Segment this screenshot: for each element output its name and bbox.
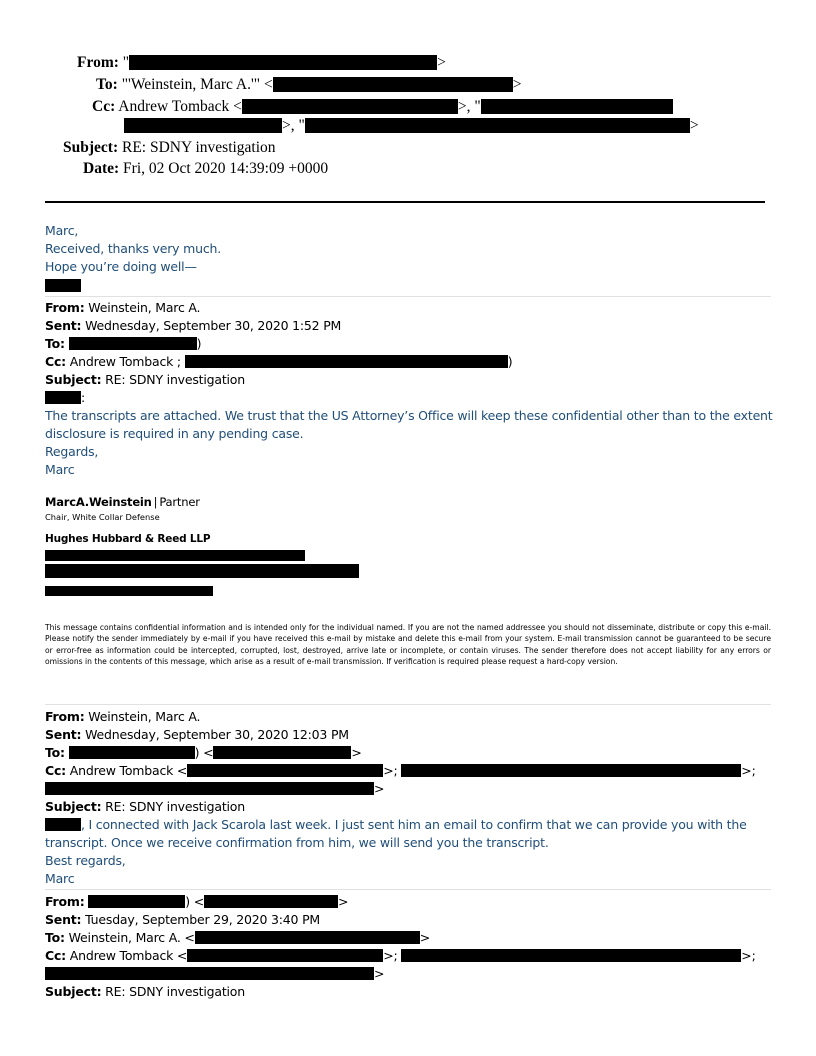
msg2-cc-row-2 xyxy=(45,781,384,796)
msg2-to-label: To: xyxy=(45,745,65,760)
redaction xyxy=(481,99,673,114)
header-cc-line2-close: > xyxy=(689,117,699,134)
msg3-subject-value: RE: SDNY investigation xyxy=(101,984,245,999)
msg1-body-line-1: The transcripts are attached. We trust that the US Attorney’s Office will keep these confidential other than to the extent xyxy=(45,408,773,423)
redaction xyxy=(195,931,420,944)
header-date-value: Fri, 02 Oct 2020 14:39:09 +0000 xyxy=(123,160,329,177)
msg3-to-row xyxy=(45,930,430,945)
header-date-label: Date: xyxy=(83,160,120,177)
redaction xyxy=(88,895,185,908)
header-date-row xyxy=(83,160,328,178)
redaction xyxy=(213,746,351,759)
msg2-sent-row xyxy=(45,727,349,742)
header-from-label: From: xyxy=(77,54,119,71)
redaction xyxy=(273,77,513,92)
msg3-cc-mid: >; xyxy=(383,948,398,963)
msg2-to-mid: ) < xyxy=(194,745,214,760)
msg3-cc-row xyxy=(45,948,756,963)
signature-separator: | xyxy=(153,495,158,509)
redaction xyxy=(45,564,359,578)
msg2-signoff: Marc xyxy=(45,871,75,886)
header-cc-line2-mid: >, " xyxy=(282,117,305,134)
redaction xyxy=(45,391,81,404)
header-from-row xyxy=(77,54,446,72)
msg2-body-text-1: , I connected with Jack Scarola last week. I just sent him an email to confirm that we can provide you with the xyxy=(81,817,747,832)
divider xyxy=(45,704,771,705)
msg1-sent-value: Wednesday, September 30, 2020 1:52 PM xyxy=(81,318,342,333)
redaction xyxy=(185,355,508,368)
msg1-from-row xyxy=(45,300,200,315)
msg3-from-row xyxy=(45,894,348,909)
redaction xyxy=(45,818,81,831)
redaction xyxy=(401,949,741,962)
redaction xyxy=(45,586,213,596)
msg3-cc-line2-close: > xyxy=(374,966,385,981)
msg1-subject-row xyxy=(45,372,245,387)
msg3-subject-label: Subject: xyxy=(45,984,102,999)
redaction xyxy=(45,550,305,561)
msg2-from-value: Weinstein, Marc A. xyxy=(84,709,201,724)
msg1-to-label: To: xyxy=(45,336,65,351)
redaction xyxy=(204,895,338,908)
msg3-to-close: > xyxy=(419,930,430,945)
signature-name-row xyxy=(45,495,200,509)
msg1-cc-close: ) xyxy=(507,354,513,369)
msg2-body-line-2: transcript. Once we receive confirmation from him, we will send you the transcript. xyxy=(45,835,549,850)
msg3-sent-label: Sent: xyxy=(45,912,82,927)
redaction xyxy=(69,337,197,350)
msg3-cc-value: Andrew Tomback < xyxy=(65,948,188,963)
redaction xyxy=(129,55,437,70)
header-cc-mid: >, " xyxy=(457,98,481,115)
redaction xyxy=(187,949,383,962)
msg3-from-label: From: xyxy=(45,894,85,909)
header-to-row xyxy=(96,76,521,94)
msg1-signoff: Marc xyxy=(45,462,75,477)
redaction xyxy=(124,118,282,133)
msg2-subject-label: Subject: xyxy=(45,799,102,814)
msg1-sent-row xyxy=(45,318,341,333)
msg3-from-mid: ) < xyxy=(185,894,205,909)
msg2-cc-label: Cc: xyxy=(45,763,66,778)
header-cc-row-2 xyxy=(124,117,699,135)
msg1-regards: Regards, xyxy=(45,444,99,459)
msg3-to-label: To: xyxy=(45,930,65,945)
msg2-to-close: > xyxy=(351,745,362,760)
msg1-sent-label: Sent: xyxy=(45,318,82,333)
msg1-to-close: ) xyxy=(196,336,202,351)
msg2-from-row xyxy=(45,709,200,724)
msg2-cc-line2-close: > xyxy=(374,781,385,796)
msg2-to-row xyxy=(45,745,362,760)
redaction xyxy=(187,764,383,777)
msg1-to-row xyxy=(45,336,201,351)
msg2-cc-value: Andrew Tomback < xyxy=(65,763,188,778)
msg1-cc-label: Cc: xyxy=(45,354,66,369)
msg2-cc-mid: >; xyxy=(383,763,398,778)
msg1-cc-row xyxy=(45,354,512,369)
msg1-cc-value: Andrew Tomback ; xyxy=(65,354,181,369)
reply-line-1: Marc, xyxy=(45,223,79,238)
header-divider xyxy=(45,201,765,203)
header-to-value: "'Weinstein, Marc A.'" < xyxy=(121,76,273,93)
msg1-greeting xyxy=(45,390,85,405)
msg1-subject-value: RE: SDNY investigation xyxy=(101,372,245,387)
header-subject-value: RE: SDNY investigation xyxy=(121,139,276,156)
divider xyxy=(45,296,771,297)
header-to-close: > xyxy=(512,76,522,93)
header-to-label: To: xyxy=(96,76,118,93)
divider xyxy=(45,889,771,890)
redaction xyxy=(45,782,374,795)
msg2-sent-value: Wednesday, September 30, 2020 12:03 PM xyxy=(81,727,349,742)
msg2-subject-row xyxy=(45,799,245,814)
msg2-cc-row xyxy=(45,763,756,778)
redaction xyxy=(69,746,195,759)
msg3-from-close: > xyxy=(338,894,349,909)
msg3-subject-row xyxy=(45,984,245,999)
redaction xyxy=(45,279,81,292)
msg3-cc-row-2 xyxy=(45,966,384,981)
header-from-close: > xyxy=(437,54,446,71)
signature-role: Partner xyxy=(159,495,200,509)
msg3-sent-value: Tuesday, September 29, 2020 3:40 PM xyxy=(81,912,321,927)
signature-firm: Hughes Hubbard & Reed LLP xyxy=(45,533,211,545)
disclaimer: This message contains confidential information and is intended only for the individual named. If you are not the named addressee you should not disseminate, distribute or copy this e-mail. Please notify the sender immediately by e-mail if you have received this e-mail by mistake and delete this e-mail from your system. E-mail transmission cannot be guaranteed to be secure or error-free as information could be intercepted, corrupted, lost, destroyed, arrive late or incomplete, or contain viruses. The sender therefore does not accept liability for any errors or omissions in the contents of this message, which arise as a result of e-mail transmission. If verification is required please request a hard-copy version. xyxy=(45,623,771,666)
header-from-quote: " xyxy=(122,54,130,71)
redaction xyxy=(45,967,374,980)
msg3-to-value: Weinstein, Marc A. < xyxy=(64,930,195,945)
header-cc-label: Cc: xyxy=(92,98,116,115)
msg2-from-label: From: xyxy=(45,709,85,724)
reply-line-2: Received, thanks very much. xyxy=(45,241,222,256)
header-cc-row xyxy=(92,98,673,116)
msg3-sent-row xyxy=(45,912,320,927)
msg1-body-line-2: disclosure is required in any pending case. xyxy=(45,426,304,441)
msg1-from-label: From: xyxy=(45,300,85,315)
msg3-cc-label: Cc: xyxy=(45,948,66,963)
redaction xyxy=(242,99,458,114)
msg1-subject-label: Subject: xyxy=(45,372,102,387)
msg3-cc-close: >; xyxy=(741,948,756,963)
redaction xyxy=(401,764,741,777)
reply-line-3: Hope you’re doing well— xyxy=(45,259,197,274)
signature-title: Chair, White Collar Defense xyxy=(45,512,160,522)
msg2-subject-value: RE: SDNY investigation xyxy=(101,799,245,814)
msg2-regards: Best regards, xyxy=(45,853,126,868)
header-subject-row xyxy=(63,139,276,157)
msg2-sent-label: Sent: xyxy=(45,727,82,742)
msg2-cc-close: >; xyxy=(741,763,756,778)
redaction xyxy=(305,118,690,133)
header-subject-label: Subject: xyxy=(63,139,119,156)
msg1-from-value: Weinstein, Marc A. xyxy=(84,300,201,315)
signature-name: MarcA.Weinstein xyxy=(45,495,152,509)
msg2-body-line-1 xyxy=(45,817,747,832)
msg1-greeting-colon: : xyxy=(81,390,86,405)
header-cc-value: Andrew Tomback < xyxy=(118,98,242,115)
